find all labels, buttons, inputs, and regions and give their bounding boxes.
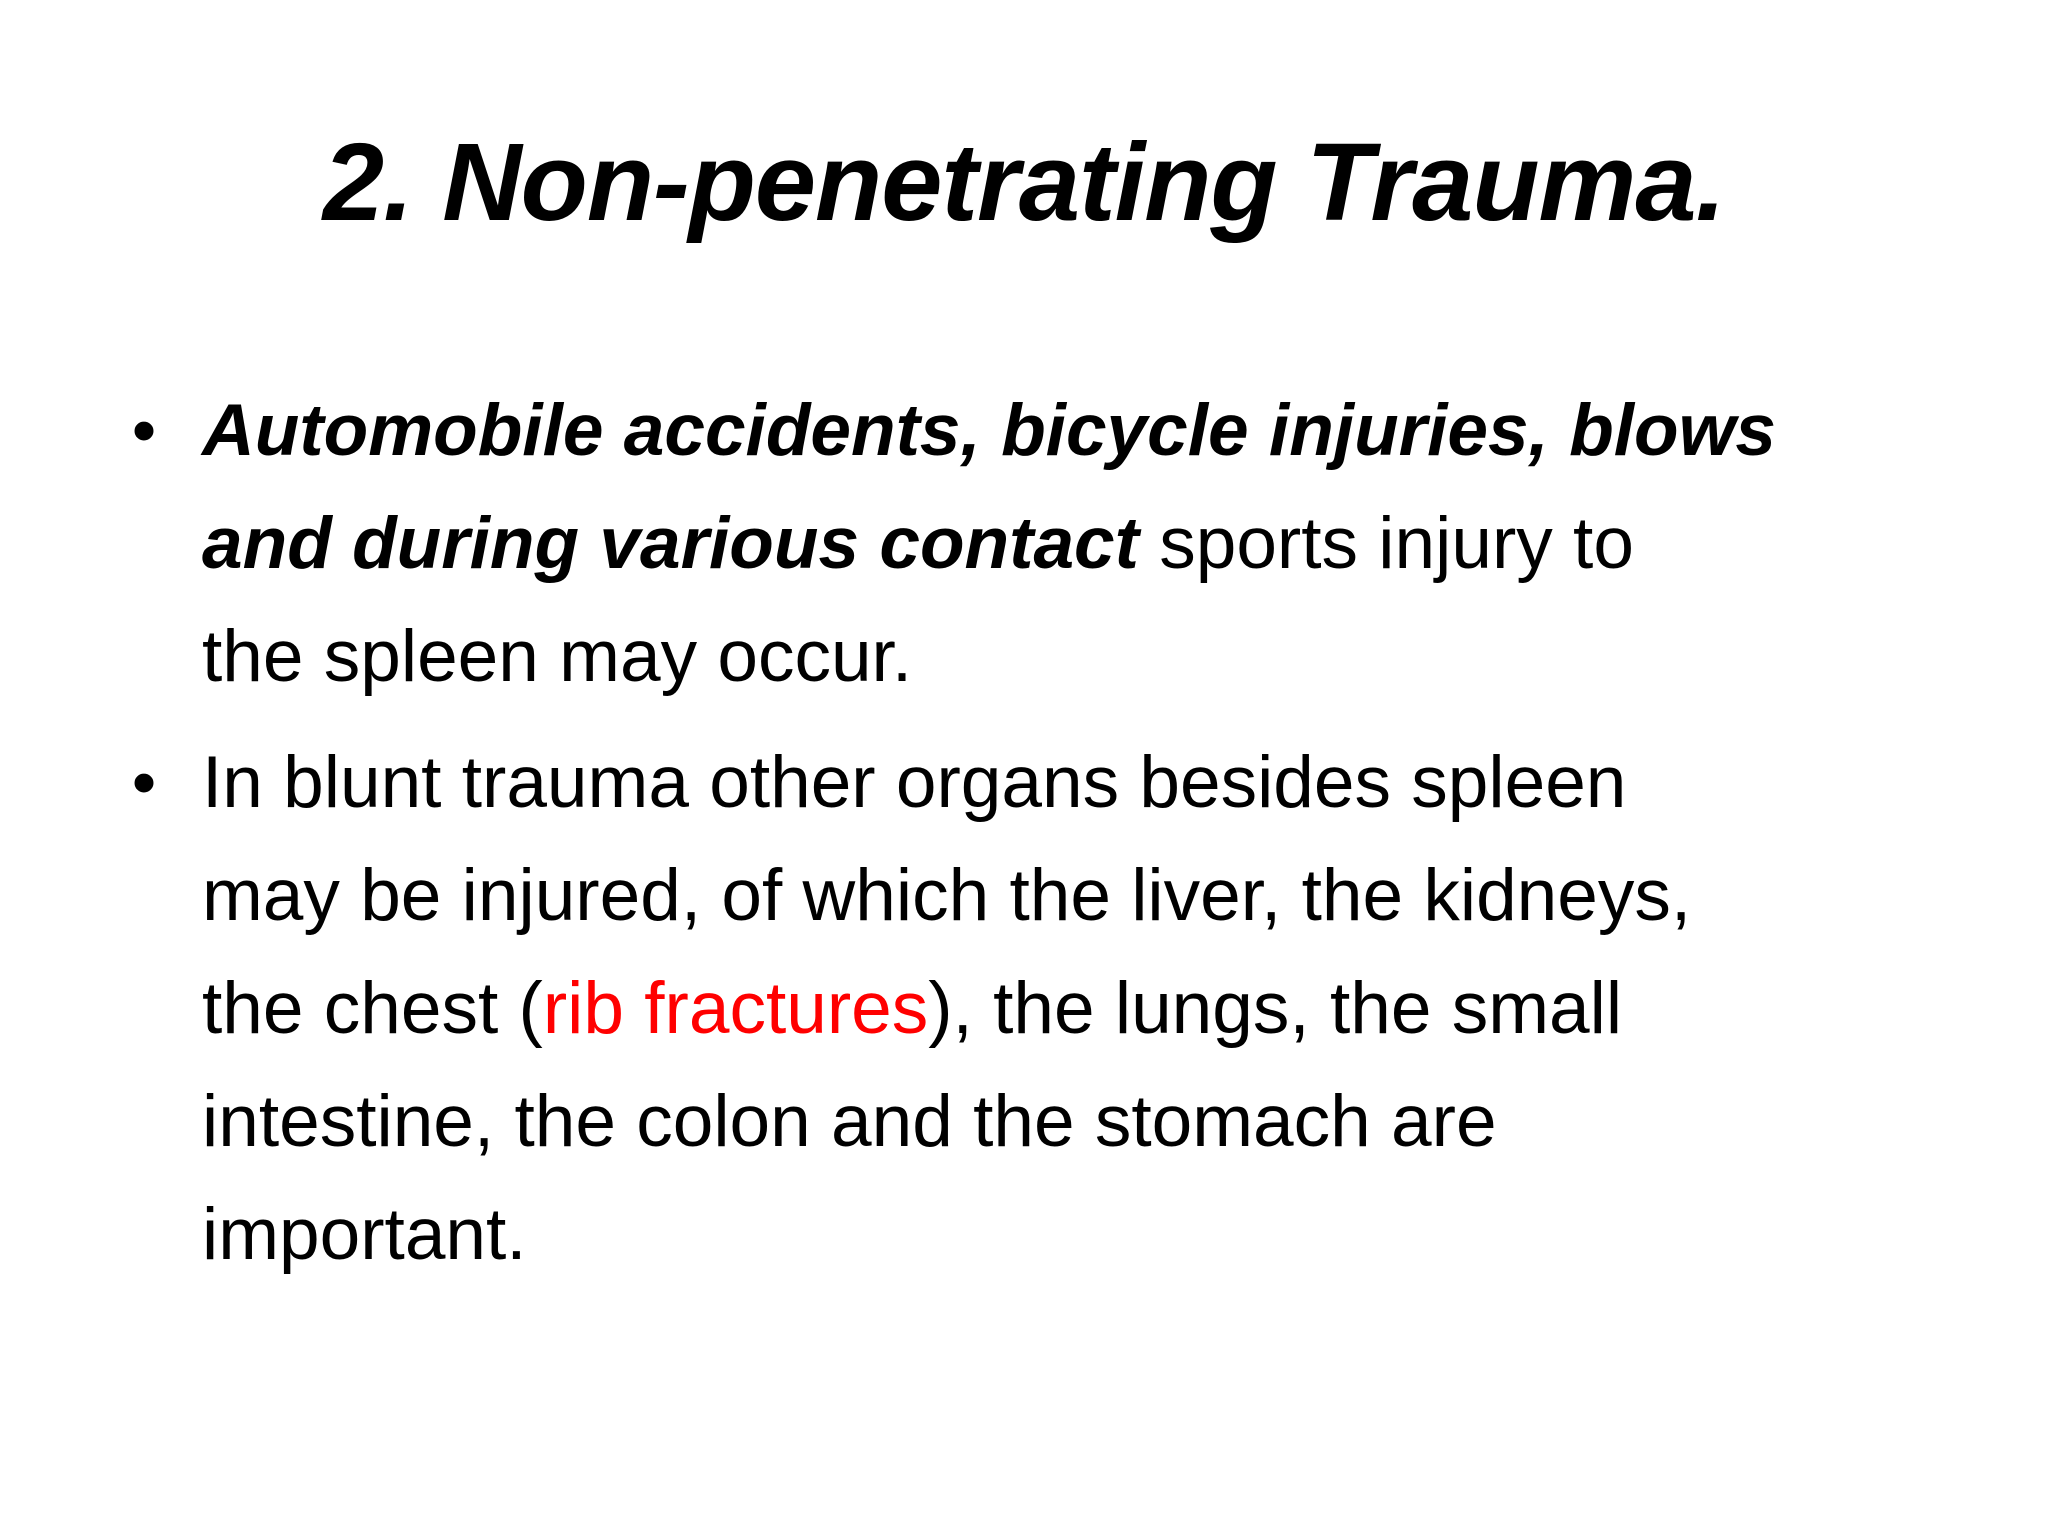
body-text: the chest (: [202, 968, 543, 1049]
body-text: ), the lungs, the small: [928, 968, 1623, 1049]
bullet-marker-icon: •: [131, 391, 157, 469]
bullet-text: [202, 726, 1962, 1291]
bullet-marker-icon: •: [131, 743, 157, 821]
bullet-line: In blunt trauma other organs besides spleen: [202, 742, 1627, 823]
bullet-text: [202, 374, 1962, 713]
bullet-line: [202, 374, 1962, 487]
emphasis-text: Automobile accidents, bicycle injuries, blows: [202, 390, 1776, 471]
bullet-line: [202, 487, 1962, 600]
body-text: sports injury to: [1138, 503, 1634, 584]
bullet-line: [202, 952, 1962, 1065]
slide-title: 2. Non-penetrating Trauma.: [322, 121, 1726, 244]
bullet-line: may be injured, of which the liver, the kidneys,: [202, 855, 1692, 936]
bullet-line: the spleen may occur.: [202, 616, 913, 697]
emphasis-text: and during various contact: [202, 503, 1139, 584]
bullet-line: important.: [202, 1194, 527, 1275]
highlighted-text: rib fractures: [542, 968, 929, 1049]
bullet-line: intestine, the colon and the stomach are: [202, 1081, 1497, 1162]
